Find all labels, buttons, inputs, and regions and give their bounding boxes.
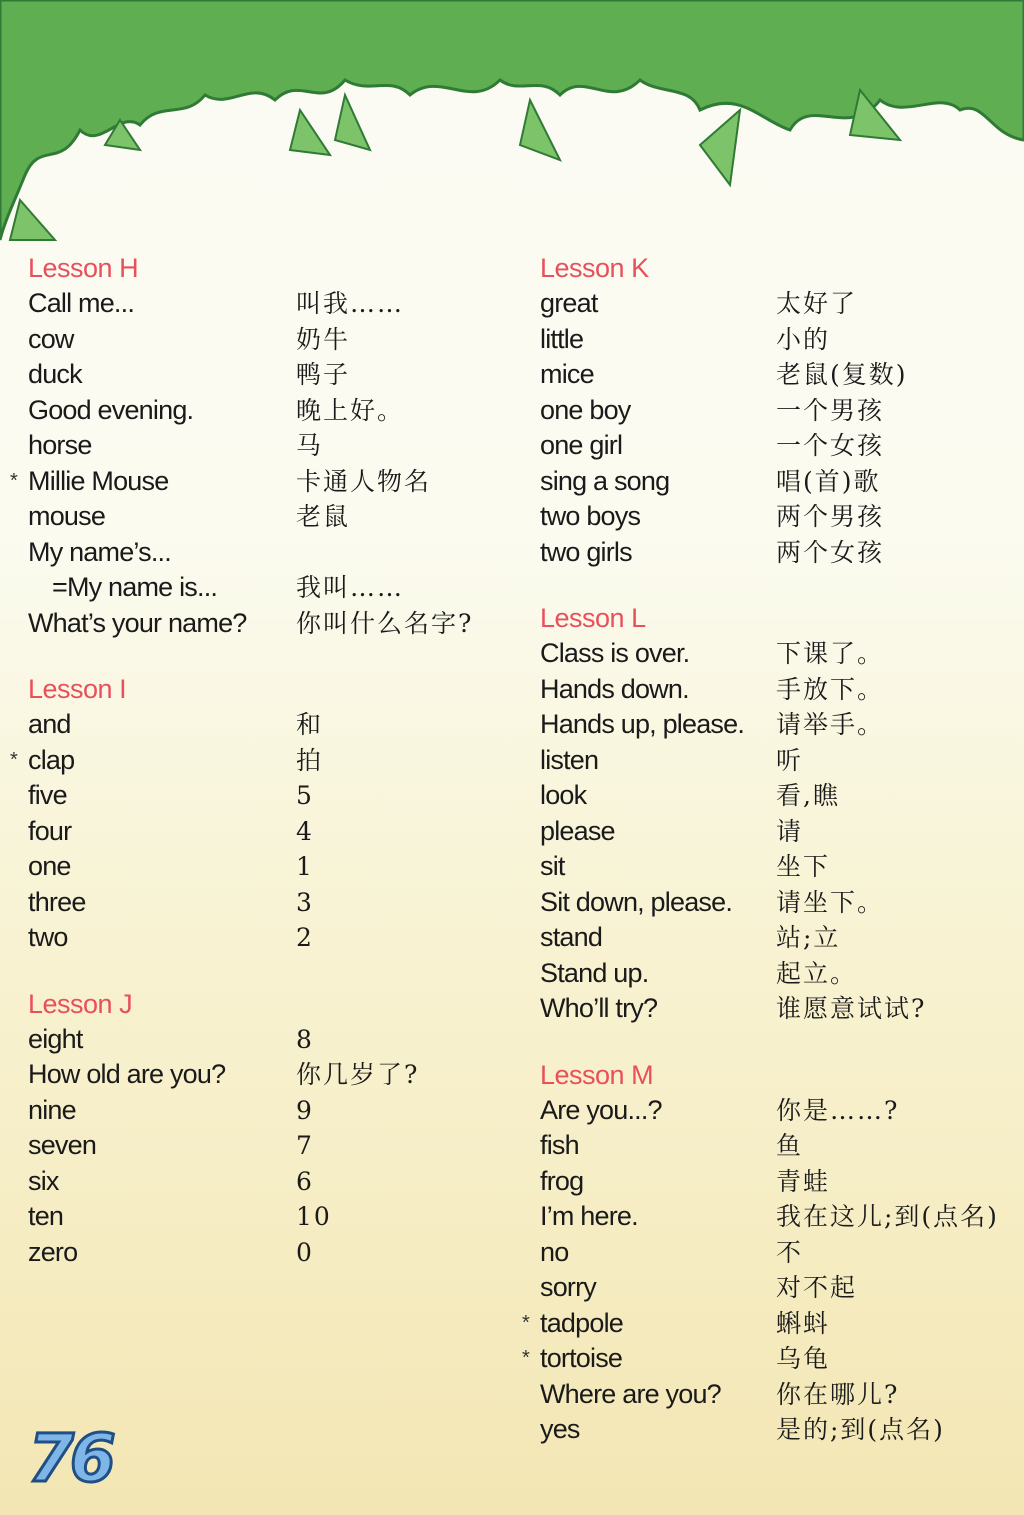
chinese-translation: 0 [296, 1237, 314, 1267]
chinese-translation: 请坐下。 [776, 887, 885, 917]
vocab-entry [540, 672, 1024, 708]
optional-word-star-icon: * [10, 469, 17, 492]
chinese-translation: 我在这儿;到(点名) [776, 1202, 999, 1231]
vocab-entry [28, 814, 508, 850]
vocab-entry [28, 1199, 508, 1235]
lesson-heading: Lesson M [540, 1059, 654, 1090]
english-term: seven [28, 1130, 97, 1160]
english-term: little [540, 323, 584, 354]
chinese-translation: 唱(首)歌 [776, 466, 881, 496]
english-term: stand [540, 922, 603, 952]
chinese-translation: 一个女孩 [776, 431, 885, 460]
english-term: no [540, 1236, 569, 1267]
chinese-translation: 手放下。 [776, 674, 885, 704]
vocab-entry [28, 357, 508, 393]
english-term: I’m here. [540, 1201, 638, 1231]
vocab-entry [28, 1022, 508, 1058]
vocab-entry [540, 1270, 1024, 1306]
chinese-translation: 8 [296, 1024, 314, 1054]
lesson-heading: Lesson L [540, 603, 646, 633]
vocab-entry [28, 570, 508, 606]
chinese-translation: 5 [296, 781, 314, 810]
english-term: mouse [28, 501, 106, 531]
english-term: one boy [540, 394, 631, 425]
vocab-entry [540, 849, 1024, 885]
chinese-translation: 2 [296, 923, 314, 952]
chinese-translation: 你几岁了? [296, 1060, 420, 1089]
leaf-canopy-illustration [0, 0, 1024, 270]
vocab-entry [28, 535, 508, 571]
vocab-entry [540, 956, 1024, 992]
lesson-heading: Lesson H [28, 253, 139, 283]
vocab-entry [28, 1235, 508, 1271]
chinese-translation: 一个男孩 [776, 395, 885, 425]
chinese-translation: 蝌蚪 [776, 1308, 831, 1338]
chinese-translation: 拍 [296, 745, 324, 775]
chinese-translation: 奶牛 [296, 324, 351, 354]
english-term: Who’ll try? [540, 993, 658, 1023]
vocab-entry [540, 743, 1024, 779]
vocab-entry [540, 885, 1024, 921]
vocab-entry [10, 743, 508, 779]
vocab-entry [28, 1093, 508, 1129]
english-term: sing a song [540, 465, 670, 496]
chinese-translation: 鸭子 [296, 360, 351, 389]
vocab-entry [28, 1128, 508, 1164]
english-term: one [28, 851, 71, 881]
chinese-translation: 小的 [776, 324, 831, 354]
vocab-entry [28, 499, 508, 535]
chinese-translation: 看,瞧 [776, 781, 840, 810]
chinese-translation: 你是……? [776, 1095, 900, 1125]
vocab-entry [28, 849, 508, 885]
chinese-translation: 两个男孩 [776, 502, 885, 531]
chinese-translation: 站;立 [776, 923, 841, 952]
english-term: mice [540, 359, 594, 389]
english-term: nine [28, 1094, 76, 1125]
vocab-entry [540, 286, 1024, 322]
chinese-translation: 6 [296, 1166, 314, 1196]
chinese-translation: 乌龟 [776, 1344, 831, 1373]
vocab-entry [540, 499, 1024, 535]
chinese-translation: 1 [296, 852, 314, 881]
english-term: four [28, 815, 72, 846]
vocab-entry [540, 357, 1024, 393]
vocab-entry [28, 286, 508, 322]
english-term: How old are you? [28, 1059, 226, 1089]
vocab-entry [540, 393, 1024, 429]
vocab-column-right [522, 250, 1024, 1448]
lesson-heading: Lesson I [28, 674, 127, 704]
chinese-translation: 你在哪儿? [776, 1379, 900, 1409]
chinese-translation: 听 [776, 745, 804, 775]
chinese-translation: 两个女孩 [776, 537, 885, 567]
english-term: duck [28, 359, 82, 389]
vocab-entry [28, 393, 508, 429]
chinese-translation: 坐下 [776, 852, 831, 881]
english-term: fish [540, 1130, 579, 1160]
vocab-entry [522, 1306, 1024, 1342]
english-term: Stand up. [540, 957, 649, 988]
english-term: cow [28, 323, 74, 354]
english-term: Call me... [28, 288, 135, 318]
vocab-entry [28, 920, 508, 956]
vocab-entry [10, 464, 508, 500]
english-term: and [28, 709, 71, 739]
vocab-entry [540, 636, 1024, 672]
english-term: two [28, 922, 68, 952]
vocab-entry [540, 814, 1024, 850]
vocab-entry [540, 707, 1024, 743]
chinese-translation: 你叫什么名字? [296, 608, 474, 638]
chinese-translation: 4 [296, 816, 314, 846]
optional-word-star-icon: * [522, 1311, 529, 1334]
vocab-column-left [10, 250, 508, 1270]
vocab-entry [540, 1128, 1024, 1164]
vocab-entry [540, 1412, 1024, 1448]
vocab-entry [28, 707, 508, 743]
vocab-entry [28, 1057, 508, 1093]
chinese-translation: 老鼠(复数) [776, 360, 908, 389]
english-term: What’s your name? [28, 607, 247, 638]
section-gap [540, 1027, 1024, 1057]
english-term: Sit down, please. [540, 886, 733, 917]
page-number: 76 [28, 1420, 112, 1497]
chinese-translation: 不 [776, 1237, 804, 1267]
vocab-entry [522, 1341, 1024, 1377]
section-gap [28, 956, 508, 986]
chinese-translation: 9 [296, 1095, 314, 1125]
english-term: three [28, 886, 86, 917]
english-term: look [540, 780, 587, 810]
vocab-entry [28, 778, 508, 814]
english-term: six [28, 1165, 59, 1196]
english-term: tadpole [540, 1307, 623, 1338]
english-term: sorry [540, 1272, 596, 1302]
vocab-entry [540, 920, 1024, 956]
chinese-translation: 和 [296, 710, 324, 739]
vocab-entry [540, 535, 1024, 571]
chinese-translation: 是的;到(点名) [776, 1415, 945, 1444]
chinese-translation: 请 [776, 816, 804, 846]
lesson-heading: Lesson K [540, 253, 649, 283]
chinese-translation: 晚上好。 [296, 395, 405, 425]
chinese-translation: 叫我…… [296, 289, 405, 318]
chinese-translation: 太好了 [776, 289, 858, 318]
english-term: please [540, 815, 615, 846]
english-term: Millie Mouse [28, 465, 169, 496]
vocab-entry [540, 991, 1024, 1027]
english-term: ten [28, 1201, 64, 1231]
english-term: listen [540, 744, 599, 775]
english-term: one girl [540, 430, 623, 460]
chinese-translation: 起立。 [776, 958, 858, 988]
vocab-entry [28, 322, 508, 358]
section-gap [28, 641, 508, 671]
vocab-entry [540, 1164, 1024, 1200]
lesson-heading: Lesson J [28, 988, 133, 1019]
optional-word-star-icon: * [522, 1347, 529, 1369]
english-term: five [28, 780, 67, 810]
english-term: two boys [540, 501, 641, 531]
english-term: zero [28, 1236, 78, 1267]
chinese-translation: 马 [296, 431, 324, 460]
english-term: clap [28, 744, 75, 775]
english-term: horse [28, 430, 92, 460]
vocab-entry [28, 428, 508, 464]
vocab-entry [540, 778, 1024, 814]
english-term: My name’s... [28, 536, 171, 567]
chinese-translation: 下课了。 [776, 639, 885, 668]
vocab-entry [540, 1093, 1024, 1129]
english-term: Hands down. [540, 673, 689, 704]
vocab-entry [540, 322, 1024, 358]
vocab-entry [540, 464, 1024, 500]
english-term: Good evening. [28, 394, 194, 425]
chinese-translation: 卡通人物名 [296, 466, 432, 496]
english-term: yes [540, 1414, 580, 1444]
vocab-entry [28, 606, 508, 642]
vocab-entry [28, 1164, 508, 1200]
optional-word-star-icon: * [10, 748, 17, 771]
chinese-translation: 请举手。 [776, 710, 885, 739]
chinese-translation: 谁愿意试试? [776, 994, 927, 1023]
chinese-translation: 10 [296, 1202, 332, 1231]
english-term: great [540, 288, 598, 318]
english-term: Are you...? [540, 1094, 662, 1125]
english-term: frog [540, 1165, 584, 1196]
vocab-entry [28, 885, 508, 921]
english-term: two girls [540, 536, 632, 567]
chinese-translation: 3 [296, 887, 314, 917]
english-term: sit [540, 851, 565, 881]
chinese-translation: 老鼠 [296, 502, 351, 531]
chinese-translation: 7 [296, 1131, 314, 1160]
chinese-translation: 我叫…… [296, 573, 405, 602]
chinese-translation: 青蛙 [776, 1166, 831, 1196]
vocab-entry [540, 1235, 1024, 1271]
vocab-entry [540, 1377, 1024, 1413]
english-term: =My name is... [52, 572, 218, 602]
vocab-entry [540, 428, 1024, 464]
english-term: Hands up, please. [540, 709, 745, 739]
english-term: tortoise [540, 1343, 623, 1373]
vocab-entry [540, 1199, 1024, 1235]
english-term: Where are you? [540, 1378, 721, 1409]
chinese-translation: 鱼 [776, 1131, 804, 1160]
section-gap [540, 570, 1024, 600]
english-term: Class is over. [540, 638, 690, 668]
english-term: eight [28, 1023, 83, 1054]
chinese-translation: 对不起 [776, 1273, 858, 1302]
